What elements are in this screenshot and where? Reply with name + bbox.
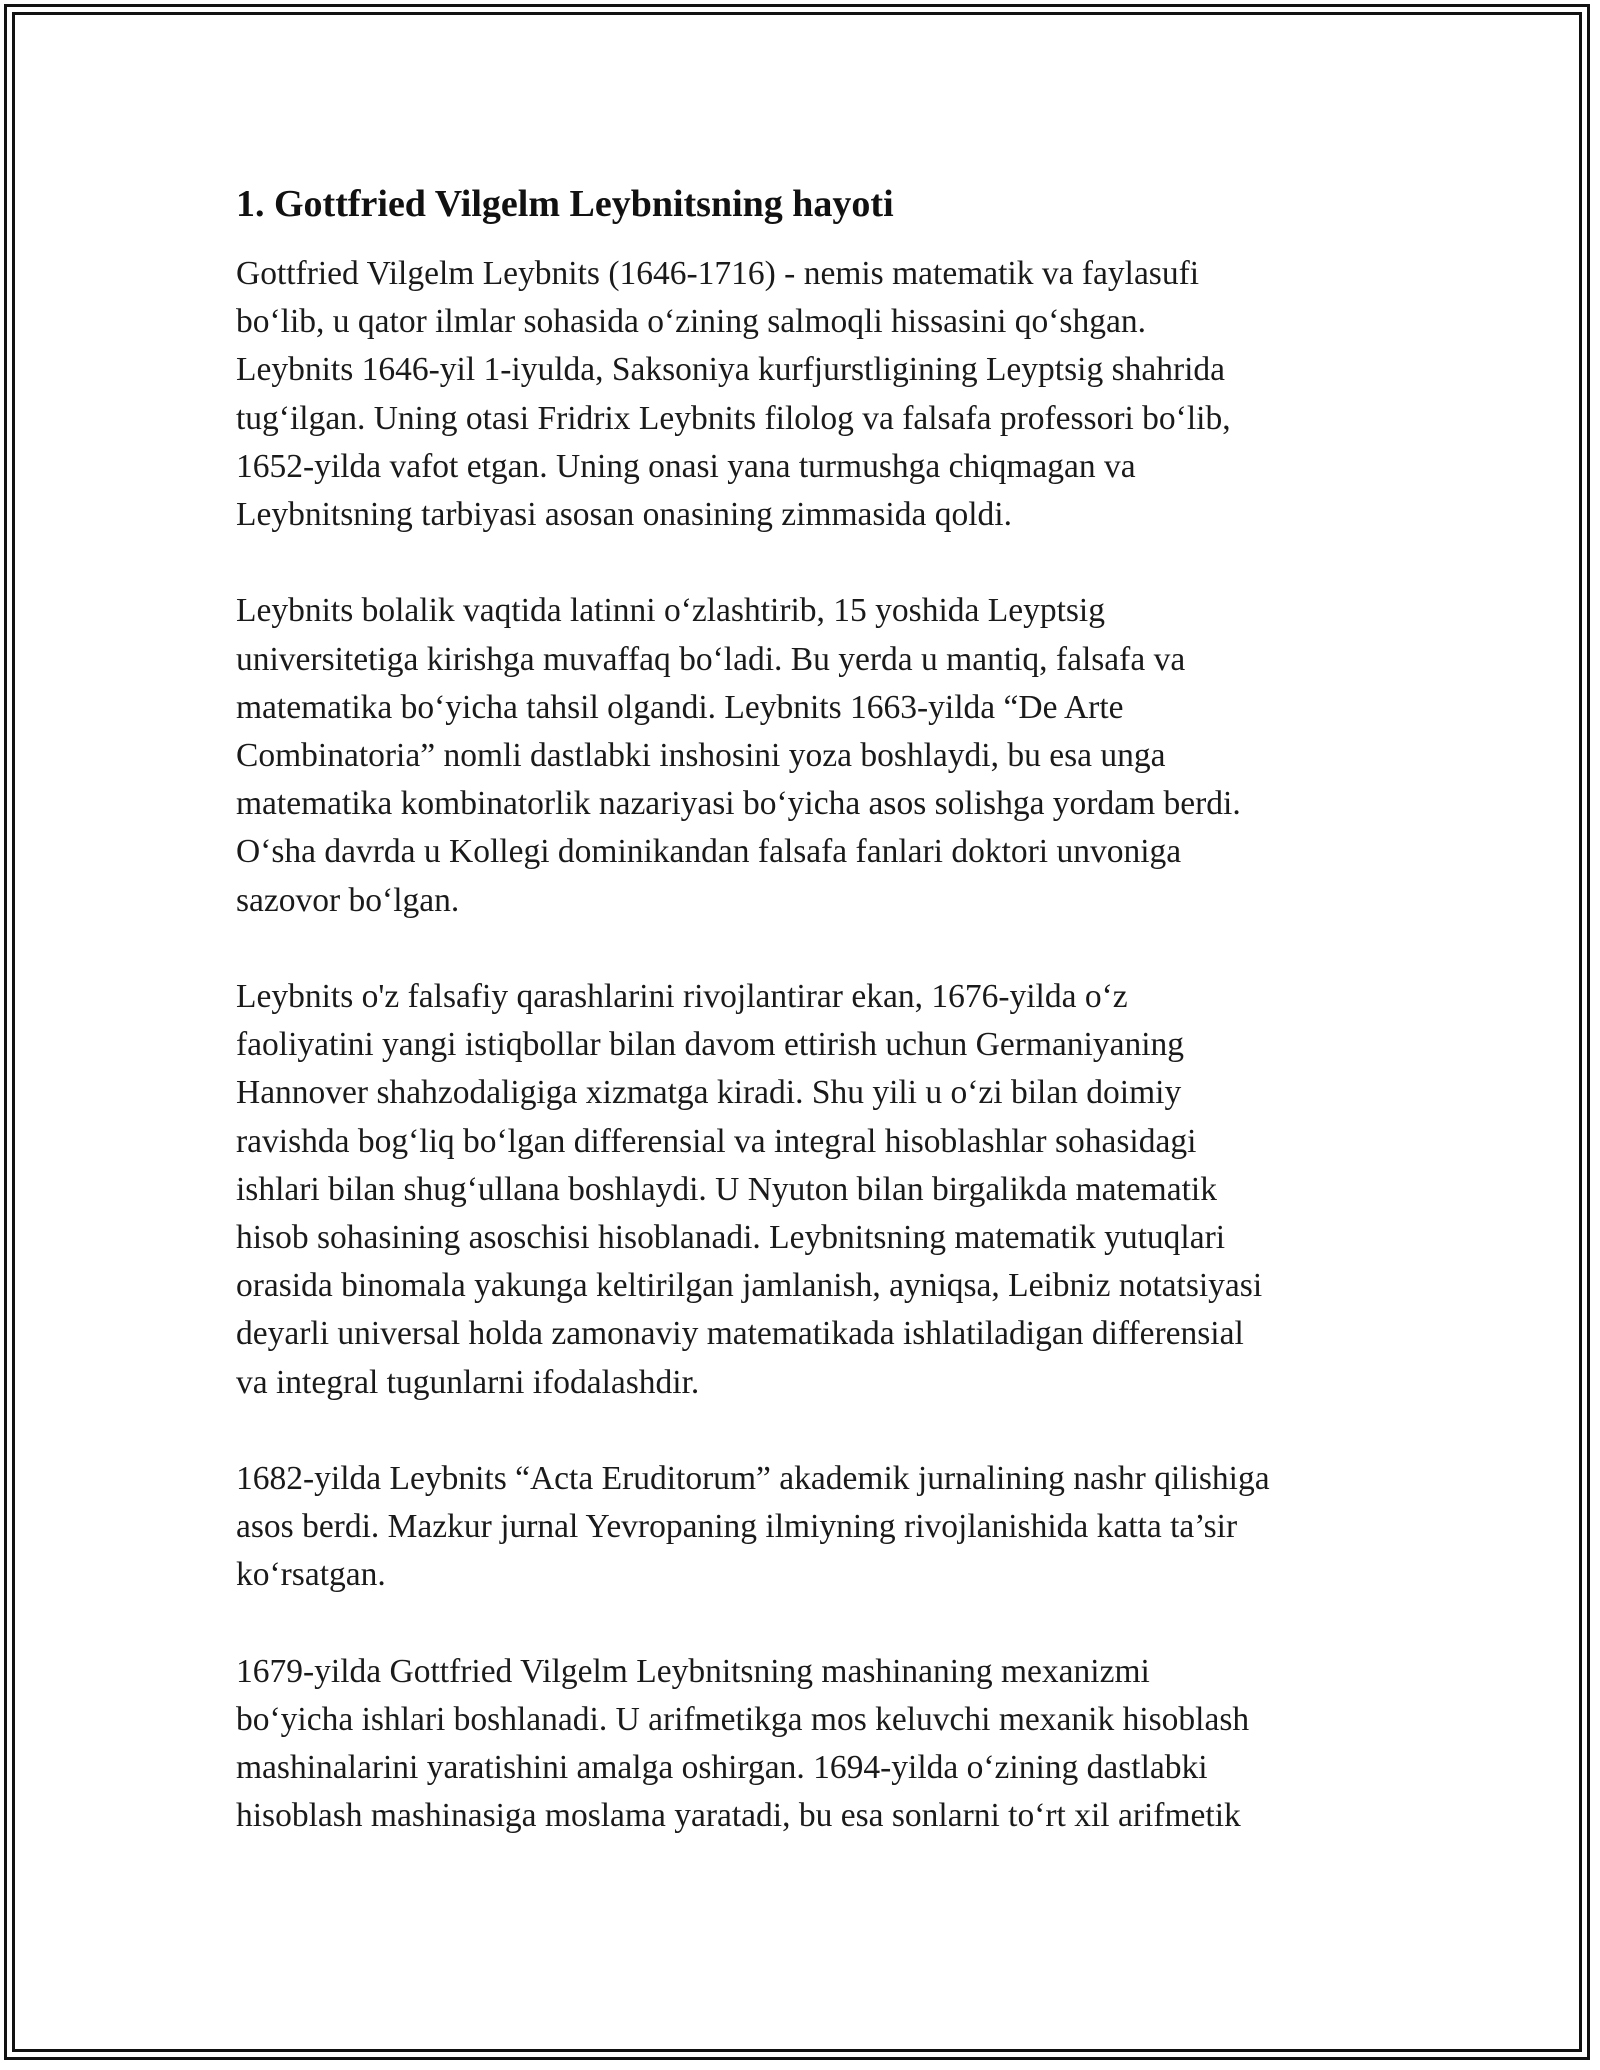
paragraph-line: sazovor bo‘lgan.	[236, 881, 460, 919]
paragraph-line: O‘sha davrda u Kollegi dominikandan falsafa fanlari doktori unvoniga	[236, 833, 1182, 871]
paragraph-line: ko‘rsatgan.	[236, 1556, 386, 1594]
paragraph-line: va integral tugunlarni ifodalashdir.	[236, 1363, 700, 1401]
section-heading: 1. Gottfried Vilgelm Leybnitsning hayoti	[236, 183, 894, 225]
paragraph-line: asos berdi. Mazkur jurnal Yevropaning ilmiyning rivojlanishida katta ta’sir	[236, 1508, 1238, 1546]
paragraph-line: bo‘yicha ishlari boshlanadi. U arifmetikga mos keluvchi mexanik hisoblash	[236, 1701, 1250, 1739]
paragraph	[236, 973, 1386, 1407]
paragraph-line: Hannover shahzodaligiga xizmatga kiradi. Shu yili u o‘zi bilan doimiy	[236, 1074, 1182, 1112]
paragraph-line: 1652-yilda vafot etgan. Uning onasi yana turmushga chiqmagan va	[236, 447, 1136, 485]
paragraph-line: Gottfried Vilgelm Leybnits (1646-1716) - nemis matematik va faylasufi	[236, 255, 1200, 292]
paragraph-line: 1682-yilda Leybnits “Acta Eruditorum” akademik jurnalining nashr qilishiga	[236, 1460, 1270, 1498]
paragraph-line: Leybnits bolalik vaqtida latinni o‘zlashtirib, 15 yoshida Leyptsig	[236, 592, 1105, 630]
paragraph	[236, 250, 1386, 539]
paragraph-line: Leybnits 1646-yil 1-iyulda, Saksoniya kurfjurstligining Leyptsig shahrida	[236, 351, 1226, 389]
paragraph-line: matematika kombinatorlik nazariyasi bo‘yicha asos solishga yordam berdi.	[236, 785, 1241, 823]
paragraph-line: mashinalarini yaratishini amalga oshirgan. 1694-yilda o‘zining dastlabki	[236, 1749, 1208, 1787]
paragraph-line: universitetiga kirishga muvaffaq bo‘ladi. Bu yerda u mantiq, falsafa va	[236, 640, 1186, 678]
paragraph-line: Leybnits o'z falsafiy qarashlarini rivojlantirar ekan, 1676-yilda o‘z	[236, 978, 1128, 1016]
paragraph-line: faoliyatini yangi istiqbollar bilan davom ettirish uchun Germaniyaning	[236, 1026, 1185, 1064]
paragraph-line: bo‘lib, u qator ilmlar sohasida o‘zining salmoqli hissasini qo‘shgan.	[236, 303, 1146, 341]
paragraph	[236, 1455, 1386, 1600]
paragraph	[236, 587, 1386, 924]
paragraph-list	[236, 250, 1386, 1841]
paragraph-line: orasida binomala yakunga keltirilgan jamlanish, ayniqsa, Leibniz notatsiyasi	[236, 1267, 1263, 1305]
document-body	[236, 180, 1386, 1889]
paragraph-line: matematika bo‘yicha tahsil olgandi. Leybnits 1663-yilda “De Arte	[236, 688, 1124, 726]
paragraph-line: Leybnitsning tarbiyasi asosan onasining zimmasida qoldi.	[236, 496, 1012, 534]
paragraph-line: deyarli universal holda zamonaviy matematikada ishlatiladigan differensial	[236, 1315, 1244, 1353]
paragraph-line: hisoblash mashinasiga moslama yaratadi, bu esa sonlarni to‘rt xil arifmetik	[236, 1797, 1241, 1835]
paragraph	[236, 1648, 1386, 1841]
paragraph-line: ishlari bilan shug‘ullana boshlaydi. U Nyuton bilan birgalikda matematik	[236, 1170, 1217, 1208]
paragraph-line: ravishda bog‘liq bo‘lgan differensial va integral hisoblashlar sohasidagi	[236, 1122, 1197, 1160]
paragraph-line: tug‘ilgan. Uning otasi Fridrix Leybnits filolog va falsafa professori bo‘lib,	[236, 399, 1231, 437]
paragraph-line: 1679-yilda Gottfried Vilgelm Leybnitsning mashinaning mexanizmi	[236, 1652, 1150, 1690]
paragraph-line: Combinatoria” nomli dastlabki inshosini yoza boshlaydi, bu esa unga	[236, 737, 1166, 775]
paragraph-line: hisob sohasining asoschisi hisoblanadi. Leybnitsning matematik yutuqlari	[236, 1219, 1226, 1257]
